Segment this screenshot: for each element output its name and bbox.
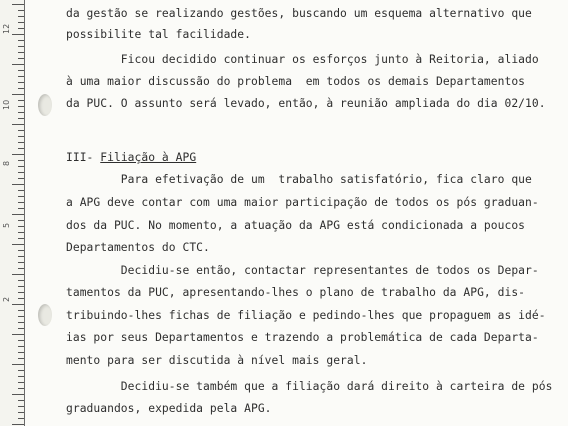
ruler-tick [18,142,24,143]
text-line: ias por seus Departamentos e trazendo a problemática de cada Departa- [66,331,539,344]
ruler-tick [18,160,24,161]
ruler-number: 10 [2,99,11,110]
text-line: tamentos da PUC, apresentando-lhes o plano de trabalho da APG, dis- [66,286,526,299]
ruler-tick [18,76,24,77]
ruler-tick [18,322,24,323]
ruler-tick [18,328,24,329]
ruler-tick [18,406,24,407]
ruler-tick [12,334,24,335]
ruler-tick [18,376,24,377]
ruler-tick [18,400,24,401]
ruler-tick [12,424,24,425]
ruler-number: 5 [2,222,11,228]
ruler-tick [18,346,24,347]
ruler-tick [18,292,24,293]
text-line: à uma maior discussão do problema em todos os demais Departamentos [66,75,526,88]
ruler-tick [18,256,24,257]
ruler-tick [18,352,24,353]
ruler-tick [18,250,24,251]
ruler-tick [18,88,24,89]
binder-hole [38,94,52,116]
ruler-tick [18,100,24,101]
ruler-number: 8 [2,160,11,166]
ruler-tick [18,340,24,341]
text-line: da PUC. O assunto será levado, então, à reunião ampliada do dia 02/10. [66,97,546,110]
ruler-tick [12,94,24,95]
ruler-tick [18,82,24,83]
ruler [0,0,25,426]
ruler-tick [18,226,24,227]
ruler-number: 2 [2,296,11,302]
ruler-tick [12,124,24,125]
ruler-tick [18,112,24,113]
ruler-tick [12,4,24,5]
ruler-tick [12,274,24,275]
ruler-tick [12,154,24,155]
ruler-tick [18,208,24,209]
ruler-tick [18,268,24,269]
ruler-tick [18,130,24,131]
ruler-tick [18,286,24,287]
ruler-tick [18,106,24,107]
ruler-tick [18,316,24,317]
text-line: Decidiu-se também que a filiação dará direito à carteira de pós [66,380,553,393]
ruler-tick [18,70,24,71]
text-line: mento para ser discutida à nível mais geral. [66,354,368,367]
ruler-tick [18,388,24,389]
ruler-tick [18,118,24,119]
text-line: tribuindo-lhes fichas de filiação e pedindo-lhes que propaguem as idé- [66,309,546,322]
text-line: graduandos, expedida pela APG. [66,402,272,415]
ruler-tick [12,244,24,245]
section-heading [66,151,196,165]
ruler-tick [18,190,24,191]
text-line: possibilite tal facilidade. [66,28,251,41]
ruler-tick [18,148,24,149]
ruler-tick [18,382,24,383]
section-title: Filiação à APG [100,151,197,164]
ruler-tick [18,166,24,167]
ruler-tick [18,16,24,17]
text-line: da gestão se realizando gestões, buscando um esquema alternativo que [66,7,532,20]
ruler-number: 12 [2,23,11,34]
ruler-tick [18,280,24,281]
ruler-tick [12,364,24,365]
text-line: Decidiu-se então, contactar representantes de todos os Depar- [66,264,539,277]
ruler-tick [18,28,24,29]
ruler-tick [18,46,24,47]
ruler-tick [18,172,24,173]
binder-hole [38,304,52,326]
ruler-tick [12,34,24,35]
ruler-tick [12,214,24,215]
ruler-tick [18,262,24,263]
ruler-tick [12,394,24,395]
ruler-tick [18,418,24,419]
text-line: a APG deve contar com uma maior participação de todos os pós graduan- [66,196,539,209]
ruler-tick [18,220,24,221]
text-line: Ficou decidido continuar os esforços junto à Reitoria, aliado [66,53,539,66]
text-line: dos da PUC. No momento, a atuação da APG está condicionada a poucos [66,219,526,232]
ruler-tick [18,310,24,311]
ruler-tick [18,298,24,299]
ruler-tick [18,370,24,371]
ruler-tick [18,52,24,53]
ruler-tick [12,64,24,65]
ruler-tick [12,304,24,305]
ruler-tick [18,22,24,23]
ruler-tick [12,184,24,185]
text-line: Para efetivação de um trabalho satisfatório, fica claro que [66,173,532,186]
ruler-tick [18,412,24,413]
ruler-tick [18,196,24,197]
ruler-tick [18,238,24,239]
ruler-tick [18,178,24,179]
ruler-tick [18,58,24,59]
ruler-tick [18,358,24,359]
ruler-tick [18,232,24,233]
ruler-tick [18,40,24,41]
ruler-tick [18,10,24,11]
ruler-tick [18,202,24,203]
text-line: Departamentos do CTC. [66,241,210,254]
ruler-tick [18,136,24,137]
section-number: III- [66,151,101,164]
